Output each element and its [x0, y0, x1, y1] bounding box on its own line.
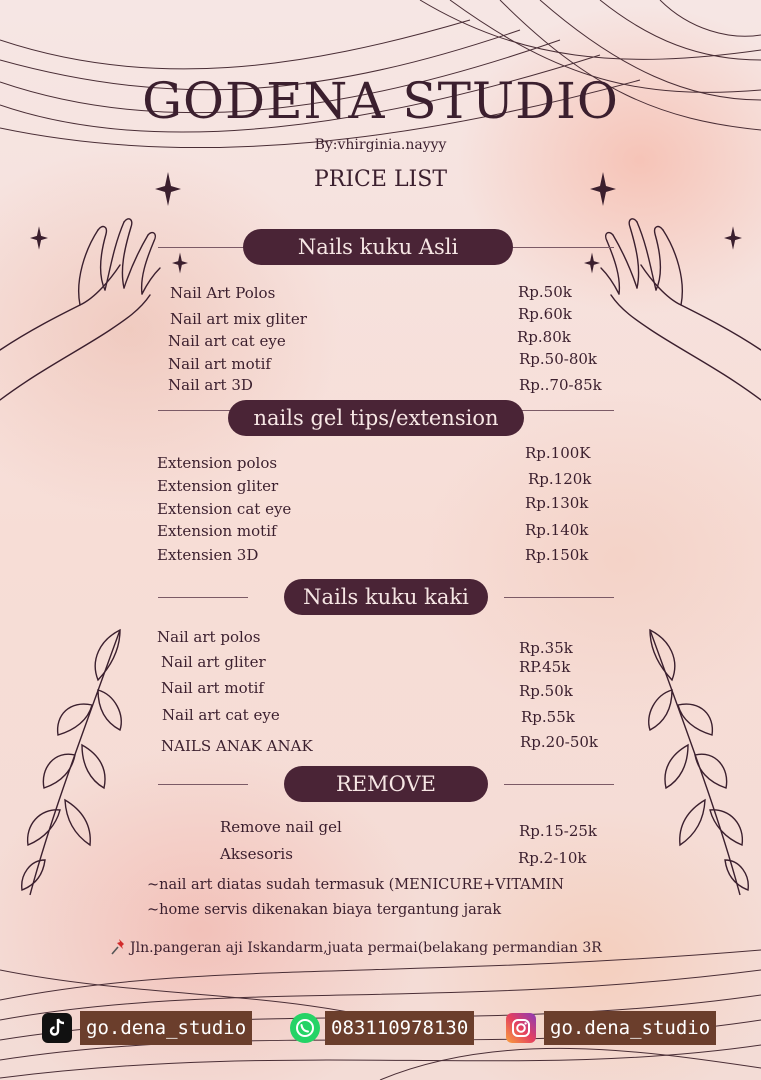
- item-name: Nail art cat eye: [162, 706, 280, 724]
- item-price: Rp.100K: [525, 444, 591, 462]
- item-name: Extension gliter: [157, 477, 279, 495]
- item-price: Rp.120k: [528, 470, 592, 488]
- item-name: Nail art polos: [157, 628, 261, 646]
- note-text: ~nail art diatas sudah termasuk (MENICURE+VITAMIN: [147, 877, 564, 893]
- item-name: NAILS ANAK ANAK: [161, 737, 313, 755]
- tiktok-handle-link[interactable]: go.dena_studio: [80, 1011, 252, 1045]
- section-title-nails-kuku-kaki: Nails kuku kaki: [284, 579, 488, 615]
- item-price: Rp.50k: [518, 283, 572, 301]
- item-price: Rp.2-10k: [518, 849, 587, 867]
- leaf-branch-left: [20, 620, 130, 900]
- item-price: Rp.50-80k: [519, 350, 597, 368]
- item-name: Extension polos: [157, 454, 278, 472]
- section-title-nails-kuku-asli: Nails kuku Asli: [243, 229, 513, 265]
- instagram-icon[interactable]: [506, 1013, 536, 1043]
- item-name: Nail art cat eye: [168, 332, 286, 350]
- item-price: Rp.50k: [519, 682, 573, 700]
- item-price: Rp.80k: [517, 328, 571, 346]
- sparkle-icon: [172, 252, 188, 274]
- item-price: Rp..70-85k: [519, 376, 602, 394]
- section-divider: [504, 784, 614, 785]
- item-name: Nail art motif: [161, 679, 264, 697]
- price-list-heading: PRICE LIST: [314, 167, 447, 192]
- item-name: Aksesoris: [220, 845, 293, 863]
- section-title-nails-gel-tips: nails gel tips/extension: [228, 400, 524, 436]
- item-name: Nail art gliter: [161, 653, 266, 671]
- item-name: Nail art mix gliter: [170, 310, 307, 328]
- whatsapp-number-link[interactable]: 083110978130: [325, 1011, 474, 1045]
- address-text: Jln.pangeran aji Iskandarm,juata permai(belakang permandian 3R: [130, 940, 602, 956]
- byline: By:vhirginia.nayyy: [314, 137, 447, 153]
- page-title: GODENA STUDIO: [142, 72, 619, 130]
- item-price: Rp.20-50k: [520, 733, 598, 751]
- item-price: Rp.15-25k: [519, 822, 597, 840]
- leaf-branch-right: [640, 620, 750, 900]
- section-divider: [158, 784, 248, 785]
- item-price: Rp.150k: [525, 546, 589, 564]
- instagram-handle-link[interactable]: go.dena_studio: [544, 1011, 716, 1045]
- item-price: Rp.35k: [519, 639, 573, 657]
- section-title-remove: REMOVE: [284, 766, 488, 802]
- item-price: Rp.55k: [521, 708, 575, 726]
- item-price: Rp.140k: [525, 521, 589, 539]
- whatsapp-icon[interactable]: [290, 1013, 320, 1043]
- item-name: Nail art motif: [168, 355, 271, 373]
- item-price: Rp.60k: [518, 305, 572, 323]
- hand-illustration-right: [596, 210, 761, 410]
- section-divider: [158, 597, 248, 598]
- item-price: Rp.130k: [525, 494, 589, 512]
- note-text: ~home servis dikenakan biaya tergantung jarak: [147, 902, 502, 918]
- item-name: Nail Art Polos: [170, 284, 276, 302]
- tiktok-icon[interactable]: [42, 1013, 72, 1043]
- item-price: RP.45k: [519, 658, 571, 676]
- item-name: Extension cat eye: [157, 500, 292, 518]
- item-name: Remove nail gel: [220, 818, 342, 836]
- item-name: Extension motif: [157, 522, 277, 540]
- item-name: Nail art 3D: [168, 376, 253, 394]
- item-name: Extensien 3D: [157, 546, 259, 564]
- decorative-lines-bottom: [0, 940, 761, 1080]
- hand-illustration-left: [0, 210, 165, 410]
- pushpin-icon: [110, 938, 128, 956]
- section-divider: [504, 597, 614, 598]
